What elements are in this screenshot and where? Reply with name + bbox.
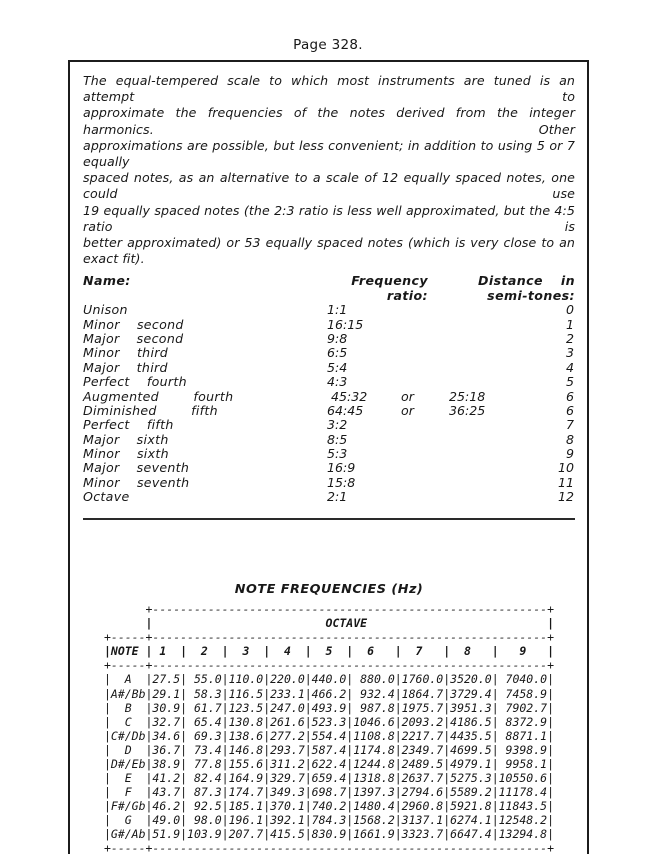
interval-name: Perfect fourth [83, 374, 187, 390]
in-word: in [560, 273, 575, 289]
interval-row [83, 375, 575, 389]
interval-name: Perfect fifth [83, 417, 174, 433]
interval-semitones: 6 [565, 402, 574, 418]
interval-row [83, 418, 575, 432]
interval-ratio: 15:8 [327, 474, 356, 490]
interval-row [83, 490, 575, 504]
ascii-table-line: | A |27.5| 55.0|110.0|220.0|440.0| 880.0|1760.0|3520.0| 7040.0| [103, 672, 555, 687]
page-number: Page 328. [293, 37, 363, 53]
distance-header-line1 [478, 274, 575, 288]
interval-semitones: 7 [565, 417, 574, 433]
intro-line: The equal-tempered scale to which most instruments are tuned is an attempt to [83, 73, 575, 105]
ascii-table-line: | OCTAVE | [103, 616, 555, 631]
intro-line: spaced notes, as an alternative to a scale of 12 equally spaced notes, one could use [83, 170, 575, 202]
interval-alt-ratio: 25:18 [449, 388, 486, 404]
interval-or: or [401, 388, 414, 404]
interval-row [83, 318, 575, 332]
interval-name: Minor sixth [83, 445, 169, 461]
interval-row [83, 461, 575, 475]
interval-or: or [401, 402, 414, 418]
intro-paragraph [83, 73, 575, 267]
interval-row [83, 476, 575, 490]
interval-ratio: 5:4 [327, 359, 348, 375]
ascii-table-line: |D#/Eb|38.9| 77.8|155.6|311.2|622.4|1244.8|2489.5|4979.1| 9958.1| [103, 756, 555, 771]
interval-ratio: 8:5 [327, 431, 348, 447]
interval-semitones: 4 [565, 359, 574, 375]
intro-line: 19 equally spaced notes (the 2:3 ratio is less well approximated, but the 4:5 ratio is [83, 202, 575, 234]
interval-name: Major third [83, 359, 168, 375]
col-header-distance-semitones [478, 274, 575, 303]
interval-semitones: 9 [565, 445, 574, 461]
interval-name: Unison [83, 302, 128, 318]
ascii-table-line: +---------------------------------------------------------+ [103, 602, 555, 617]
interval-name: Octave [83, 488, 130, 504]
ascii-table-line: |NOTE | 1 | 2 | 3 | 4 | 5 | 6 | 7 | 8 | 9 | [103, 644, 555, 659]
ascii-table-line: | G |49.0| 98.0|196.1|392.1|784.3|1568.2|3137.1|6274.1|12548.2| [103, 812, 555, 827]
interval-semitones: 8 [565, 431, 574, 447]
interval-row [83, 361, 575, 375]
ascii-table-line: +-----+---------------------------------------------------------+ [103, 841, 555, 854]
interval-ratio: 45:32 [327, 388, 368, 404]
interval-ratio: 1:1 [327, 302, 348, 318]
interval-semitones: 1 [565, 316, 574, 332]
ascii-table-line: |A#/Bb|29.1| 58.3|116.5|233.1|466.2| 932.4|1864.7|3729.4| 7458.9| [103, 686, 555, 701]
col-header-frequency-ratio [329, 274, 428, 303]
intro-line: approximate the frequencies of the notes derived from the integer harmonics. Other [83, 105, 575, 137]
interval-semitones: 2 [565, 331, 574, 347]
interval-alt-ratio: 36:25 [449, 402, 486, 418]
interval-row [83, 404, 575, 418]
interval-semitones: 12 [557, 488, 574, 504]
ascii-table-line: | E |41.2| 82.4|164.9|329.7|659.4|1318.8|2637.7|5275.3|10550.6| [103, 770, 555, 785]
frequency-header-line2: ratio: [386, 287, 428, 303]
interval-ratio: 64:45 [327, 402, 364, 418]
interval-name: Major seventh [83, 460, 190, 476]
interval-row [83, 346, 575, 360]
interval-ratio: 3:2 [327, 417, 348, 433]
interval-name: Minor second [83, 316, 184, 332]
interval-ratio: 5:3 [327, 445, 348, 461]
interval-name: Diminished fifth [83, 402, 218, 418]
interval-name: Minor seventh [83, 474, 190, 490]
ascii-table-line: +-----+---------------------------------------------------------+ [103, 658, 555, 673]
interval-table-header [83, 274, 575, 303]
interval-semitones: 10 [557, 460, 574, 476]
interval-ratio: 2:1 [327, 488, 348, 504]
ascii-table-line: | C |32.7| 65.4|130.8|261.6|523.3|1046.6|2093.2|4186.5| 8372.9| [103, 714, 555, 729]
interval-semitones: 3 [565, 345, 574, 361]
ascii-table-line: +-----+---------------------------------------------------------+ [103, 630, 555, 645]
horizontal-divider [83, 518, 575, 520]
ascii-table-line: | D |36.7| 73.4|146.8|293.7|587.4|1174.8|2349.7|4699.5| 9398.9| [103, 742, 555, 757]
ascii-table-line: |F#/Gb|46.2| 92.5|185.1|370.1|740.2|1480.4|2960.8|5921.8|11843.5| [103, 798, 555, 813]
interval-rows [83, 303, 575, 504]
col-header-name: Name: [83, 273, 131, 289]
interval-ratio: 6:5 [327, 345, 348, 361]
interval-table [83, 274, 575, 504]
interval-row [83, 332, 575, 346]
interval-semitones: 5 [565, 374, 574, 390]
ascii-table-line: |G#/Ab|51.9|103.9|207.7|415.5|830.9|1661.9|3323.7|6647.4|13294.8| [103, 827, 555, 841]
note-frequency-ascii-table [104, 602, 554, 854]
interval-ratio: 16:9 [327, 460, 356, 476]
interval-row [83, 433, 575, 447]
interval-row [83, 303, 575, 317]
interval-semitones: 11 [557, 474, 574, 490]
interval-name: Major sixth [83, 431, 169, 447]
ascii-table-line: |C#/Db|34.6| 69.3|138.6|277.2|554.4|1108.8|2217.7|4435.5| 8871.1| [103, 728, 555, 743]
interval-name: Minor third [83, 345, 169, 361]
interval-ratio: 4:3 [327, 374, 348, 390]
interval-row [83, 390, 575, 404]
ascii-table-line: | F |43.7| 87.3|174.7|349.3|698.7|1397.3|2794.6|5589.2|11178.4| [103, 784, 555, 799]
distance-word: Distance [478, 273, 543, 289]
note-frequency-section [83, 582, 575, 854]
interval-name: Major second [83, 331, 184, 347]
content-box [68, 60, 589, 854]
ascii-table-line: | B |30.9| 61.7|123.5|247.0|493.9| 987.8|1975.7|3951.3| 7902.7| [103, 700, 555, 715]
interval-semitones: 0 [565, 302, 574, 318]
note-table-title: NOTE FREQUENCIES (Hz) [234, 582, 424, 598]
intro-line: better approximated) or 53 equally spaced notes (which is very close to an exact fit). [83, 235, 575, 267]
intro-line: approximations are possible, but less convenient; in addition to using 5 or 7 equally [83, 137, 575, 170]
frequency-header-line1: Frequency [351, 273, 428, 289]
interval-name: Augmented fourth [83, 388, 234, 404]
distance-header-line2: semi-tones: [487, 287, 575, 303]
interval-row [83, 447, 575, 461]
interval-ratio: 9:8 [327, 331, 348, 347]
interval-ratio: 16:15 [327, 316, 364, 332]
interval-semitones: 6 [565, 388, 574, 404]
